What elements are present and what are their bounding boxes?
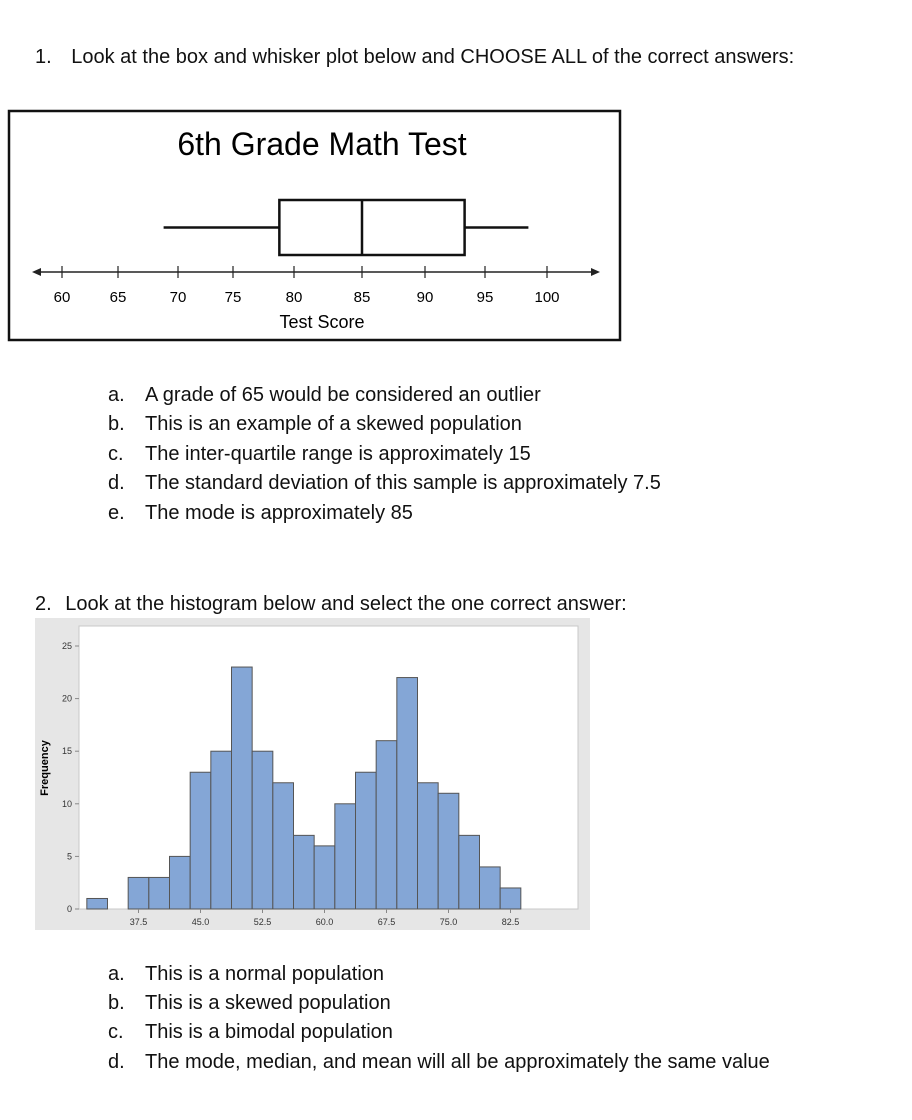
tick-label: 65 <box>109 289 127 306</box>
histogram-bar <box>87 898 108 909</box>
histogram-bar <box>294 835 315 909</box>
tick-label: 85 <box>353 289 371 306</box>
tick-label: 90 <box>416 289 434 306</box>
option-text: The mode, median, and mean will all be approximately the same value <box>145 1051 770 1073</box>
question-1-number: 1. <box>35 46 52 68</box>
histogram-bar <box>418 783 439 909</box>
option-letter: b. <box>108 992 125 1014</box>
option-letter: c. <box>108 1021 124 1043</box>
histogram-bar <box>500 888 521 909</box>
option-text: The standard deviation of this sample is approximately 7.5 <box>145 472 661 494</box>
y-tick-label: 0 <box>66 904 72 914</box>
option-text: This is a normal population <box>145 963 385 985</box>
histogram-bar <box>252 751 273 909</box>
option-text: The inter-quartile range is approximately 15 <box>145 443 531 465</box>
question-2-text: Look at the histogram below and select the one correct answer: <box>65 593 627 615</box>
histogram-bar <box>170 856 191 909</box>
option-letter: a. <box>108 384 125 406</box>
x-tick-label: 60.0 <box>315 917 334 927</box>
tick-label: 60 <box>53 289 71 306</box>
histogram-bar <box>190 772 211 909</box>
histogram-bar <box>459 835 480 909</box>
histogram-bar <box>480 867 501 909</box>
tick-label: 75 <box>224 289 242 306</box>
histogram-bar <box>438 793 459 909</box>
histogram-ylabel: Frequency <box>39 740 51 796</box>
y-tick-label: 15 <box>61 746 72 757</box>
histogram-bar <box>232 667 253 909</box>
option-letter: b. <box>108 413 125 435</box>
option-letter: d. <box>108 1051 125 1073</box>
y-tick-label: 25 <box>61 641 72 651</box>
box-plot-xlabel: Test Score <box>279 312 365 332</box>
histogram-bar <box>397 678 418 909</box>
option-letter: e. <box>108 502 125 524</box>
question-1-text: Look at the box and whisker plot below and CHOOSE ALL of the correct answers: <box>71 46 795 68</box>
x-tick-label: 82.5 <box>501 917 520 927</box>
x-tick-label: 52.5 <box>253 917 272 927</box>
histogram-bar <box>211 751 232 909</box>
y-tick-label: 5 <box>66 851 72 862</box>
box-plot-title: 6th Grade Math Test <box>177 126 467 162</box>
histogram-bar <box>149 877 170 909</box>
option-letter: c. <box>108 443 124 465</box>
option-text: The mode is approximately 85 <box>145 502 413 524</box>
histogram-bar <box>314 846 335 909</box>
histogram-bar <box>335 804 356 909</box>
x-tick-label: 45.0 <box>191 917 210 927</box>
x-tick-label: 75.0 <box>439 917 458 927</box>
option-text: This is an example of a skewed population <box>145 413 522 435</box>
x-tick-label: 67.5 <box>377 917 396 927</box>
question-2-number: 2. <box>35 593 52 615</box>
option-text: This is a bimodal population <box>145 1021 393 1043</box>
histogram-bar <box>356 772 377 909</box>
option-text: This is a skewed population <box>145 992 391 1014</box>
x-tick-label: 37.5 <box>129 917 148 927</box>
y-tick-label: 20 <box>61 693 72 704</box>
y-tick-label: 10 <box>61 798 72 809</box>
tick-label: 80 <box>285 289 303 306</box>
tick-label: 70 <box>169 289 187 306</box>
tick-label: 100 <box>534 289 560 306</box>
option-letter: a. <box>108 963 125 985</box>
histogram-bar <box>376 741 397 909</box>
tick-label: 95 <box>476 289 494 306</box>
histogram-bar <box>128 877 149 909</box>
option-text: A grade of 65 would be considered an outlier <box>145 384 541 406</box>
option-letter: d. <box>108 472 125 494</box>
histogram-bar <box>273 783 294 909</box>
